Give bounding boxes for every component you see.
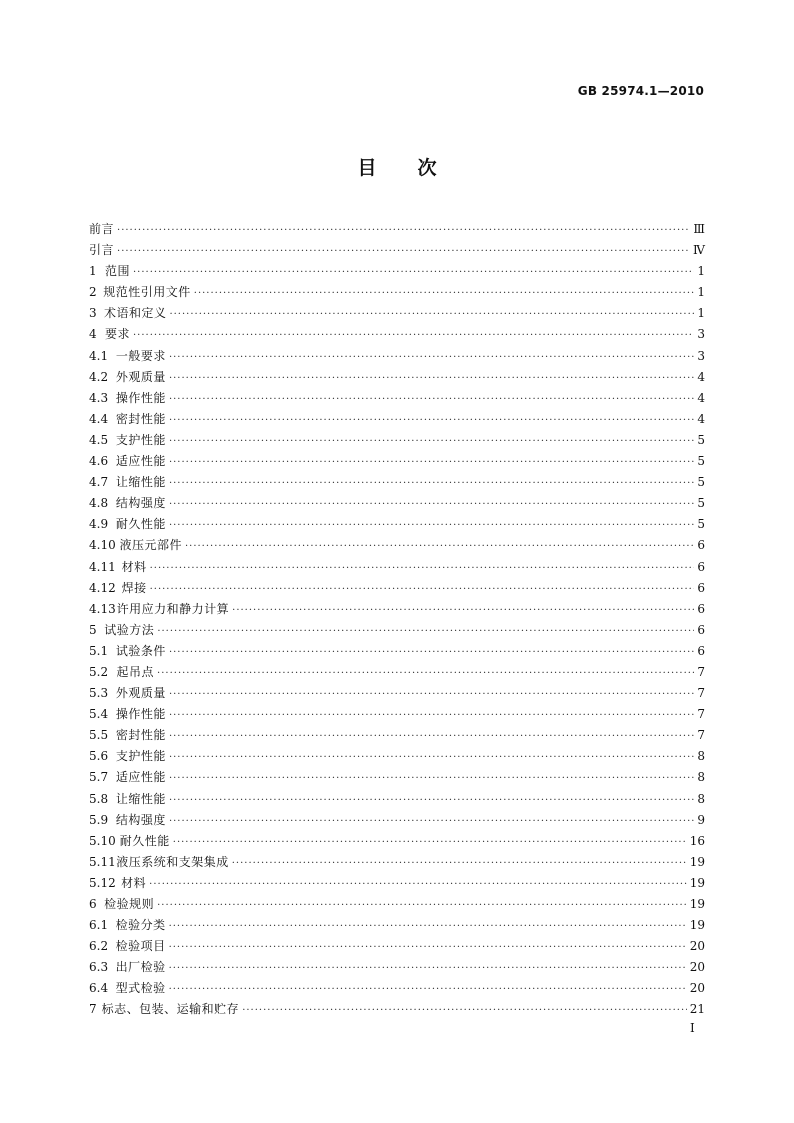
toc-entry-number: 6.1 — [89, 918, 109, 933]
toc-leader-dots — [157, 895, 687, 916]
toc-entry-label: 检验项目 — [115, 939, 166, 954]
toc-entry[interactable] — [89, 725, 705, 746]
toc-entry-label: 结构强度 — [115, 496, 166, 511]
toc-leader-dots — [232, 853, 687, 874]
toc-entry[interactable] — [89, 367, 705, 388]
toc-entry-label: 引言 — [89, 243, 115, 258]
toc-entry-page: 20 — [689, 939, 705, 954]
toc-entry[interactable] — [89, 261, 705, 282]
toc-entry-page: 7 — [697, 686, 705, 701]
toc-entry-label: 操作性能 — [115, 707, 166, 722]
toc-entry-label: 材料 — [121, 559, 147, 574]
toc-leader-dots — [169, 410, 694, 431]
toc-entry-page: 19 — [689, 897, 705, 911]
toc-entry-page: 6 — [697, 580, 705, 595]
toc-entry-page: 3 — [697, 348, 705, 363]
toc-entry-number: 4.3 — [89, 390, 109, 405]
toc-entry-number: 3 — [89, 306, 97, 321]
toc-entry-number: 6.3 — [89, 960, 109, 975]
toc-entry-page: 19 — [689, 854, 705, 869]
toc-entry-page: 5 — [697, 432, 705, 447]
toc-entry-label: 适应性能 — [115, 770, 166, 785]
toc-leader-dots — [242, 1000, 687, 1021]
toc-entry-label: 检验规则 — [104, 897, 155, 911]
toc-entry[interactable] — [89, 451, 705, 472]
toc-entry-page: 1 — [697, 264, 705, 279]
toc-leader-dots — [169, 494, 694, 515]
toc-entry-page: 5 — [697, 454, 705, 469]
toc-entry-page: Ⅲ — [693, 222, 705, 236]
toc-entry-number: 5.8 — [89, 791, 109, 806]
toc-entry-page: 6 — [697, 559, 705, 574]
toc-entry[interactable] — [89, 957, 705, 978]
toc-entry-label: 检验分类 — [115, 918, 166, 933]
toc-entry-number: 5.9 — [89, 812, 109, 827]
toc-entry[interactable] — [89, 620, 705, 641]
toc-entry-page: 21 — [689, 1002, 705, 1017]
toc-entry[interactable] — [89, 810, 705, 831]
toc-leader-dots — [169, 347, 694, 368]
toc-entry-label: 试验方法 — [104, 622, 155, 637]
toc-leader-dots — [185, 536, 694, 557]
toc-entry-number: 2 — [89, 285, 97, 300]
toc-entry-label: 材料 — [121, 875, 147, 890]
toc-entry-page: 1 — [697, 285, 705, 300]
toc-entry[interactable] — [89, 852, 705, 873]
toc-entry[interactable] — [89, 578, 705, 599]
toc-entry-label: 前言 — [89, 222, 115, 236]
toc-entry-page: 6 — [697, 601, 705, 616]
toc-entry-number: 5.6 — [89, 749, 109, 764]
toc-entry-page: 6 — [697, 538, 705, 553]
toc-entry[interactable] — [89, 535, 705, 556]
toc-leader-dots — [150, 558, 694, 579]
toc-leader-dots — [194, 283, 694, 304]
toc-entry[interactable] — [89, 409, 705, 430]
toc-entry-label: 试验条件 — [115, 643, 166, 658]
toc-leader-dots — [169, 958, 687, 979]
toc-leader-dots — [169, 684, 694, 705]
toc-entry-label: 外观质量 — [115, 686, 166, 701]
toc-leader-dots — [150, 579, 694, 600]
toc-entry-page: 5 — [697, 475, 705, 490]
toc-leader-dots — [149, 874, 687, 895]
toc-entry-number: 5.3 — [89, 686, 109, 701]
toc-entry-page: 7 — [697, 664, 705, 679]
toc-entry-label: 耐久性能 — [119, 833, 170, 848]
toc-entry-page: 5 — [697, 496, 705, 511]
toc-entry[interactable] — [89, 430, 705, 451]
toc-leader-dots — [133, 325, 694, 346]
toc-entry-label: 液压系统和支架集成 — [116, 854, 229, 869]
toc-entry-label: 起吊点 — [116, 664, 155, 679]
toc-entry[interactable] — [89, 240, 705, 261]
toc-entry-number: 4.8 — [89, 496, 109, 511]
page-number: I — [690, 1021, 695, 1035]
toc-entry[interactable] — [89, 831, 705, 852]
toc-entry-page: 9 — [697, 812, 705, 827]
toc-entry[interactable] — [89, 599, 705, 620]
toc-entry[interactable] — [89, 662, 705, 683]
toc-entry-number: 5.5 — [89, 728, 109, 743]
toc-entry-number: 4.2 — [89, 369, 109, 384]
toc-entry-label: 让缩性能 — [115, 791, 166, 806]
toc-entry[interactable] — [89, 303, 705, 324]
toc-entry-number: 5.7 — [89, 770, 109, 785]
toc-entry-page: Ⅳ — [693, 243, 705, 258]
toc-entry-label: 焊接 — [121, 580, 147, 595]
toc-entry-page: 19 — [689, 875, 705, 890]
toc-leader-dots — [169, 979, 687, 1000]
toc-entry-page: 8 — [697, 770, 705, 785]
toc-leader-dots — [133, 262, 694, 283]
toc-entry-label: 支护性能 — [115, 432, 166, 447]
toc-leader-dots — [157, 621, 694, 642]
toc-entry-page: 20 — [689, 960, 705, 975]
toc-entry-page: 16 — [689, 833, 705, 848]
toc-entry-label: 术语和定义 — [103, 306, 167, 321]
toc-entry-page: 7 — [697, 728, 705, 743]
table-of-contents — [89, 219, 705, 1021]
toc-leader-dots — [157, 663, 694, 684]
toc-entry-number: 6.4 — [89, 981, 109, 996]
toc-entry-label: 规范性引用文件 — [103, 285, 191, 300]
toc-entry-label: 让缩性能 — [115, 475, 166, 490]
toc-leader-dots — [173, 832, 687, 853]
toc-leader-dots — [169, 452, 694, 473]
toc-entry-label: 液压元部件 — [119, 538, 182, 553]
toc-entry[interactable] — [89, 873, 705, 894]
toc-entry[interactable] — [89, 282, 705, 303]
toc-entry-page: 1 — [697, 306, 705, 321]
toc-entry-number: 4.12 — [89, 580, 116, 595]
toc-entry-label: 结构强度 — [115, 812, 166, 827]
toc-entry-label: 密封性能 — [115, 411, 166, 426]
toc-leader-dots — [169, 916, 687, 937]
page-title — [0, 153, 794, 180]
toc-entry-label: 外观质量 — [115, 369, 166, 384]
toc-entry-page: 4 — [697, 390, 705, 405]
toc-leader-dots — [169, 389, 694, 410]
toc-entry[interactable] — [89, 324, 705, 345]
title-char-1: 目 — [357, 157, 377, 179]
toc-entry-number: 4.6 — [89, 454, 109, 469]
toc-entry-page: 7 — [697, 707, 705, 722]
toc-entry-label: 耐久性能 — [115, 517, 166, 532]
toc-entry[interactable] — [89, 557, 705, 578]
toc-entry-number: 5.11 — [89, 854, 116, 869]
toc-entry[interactable] — [89, 915, 705, 936]
toc-leader-dots — [169, 368, 694, 389]
toc-entry[interactable] — [89, 493, 705, 514]
toc-entry-label: 标志、包装、运输和贮存 — [101, 1002, 240, 1017]
toc-entry[interactable] — [89, 346, 705, 367]
toc-entry[interactable] — [89, 894, 705, 915]
toc-entry-page: 6 — [697, 622, 705, 637]
toc-entry-page: 6 — [697, 643, 705, 658]
toc-leader-dots — [169, 473, 694, 494]
toc-leader-dots — [169, 304, 694, 325]
toc-entry-number: 4.5 — [89, 432, 109, 447]
toc-entry-label: 出厂检验 — [115, 960, 166, 975]
toc-entry-number: 4.10 — [89, 538, 116, 553]
toc-entry[interactable] — [89, 472, 705, 493]
toc-entry-page: 4 — [697, 369, 705, 384]
toc-entry-number: 4.11 — [89, 559, 116, 574]
toc-entry[interactable] — [89, 767, 705, 788]
toc-leader-dots — [169, 515, 694, 536]
toc-entry-number: 5.2 — [89, 664, 109, 679]
toc-entry-number: 5 — [89, 622, 97, 637]
toc-entry-number: 5.10 — [89, 833, 116, 848]
toc-entry-number: 5.4 — [89, 707, 109, 722]
toc-leader-dots — [169, 768, 694, 789]
toc-entry-label: 一般要求 — [115, 348, 166, 363]
toc-entry-page: 8 — [697, 791, 705, 806]
toc-leader-dots — [169, 431, 694, 452]
toc-entry[interactable] — [89, 978, 705, 999]
toc-entry-number: 6.2 — [89, 939, 109, 954]
toc-entry[interactable] — [89, 388, 705, 409]
toc-entry[interactable] — [89, 683, 705, 704]
toc-entry-label: 型式检验 — [115, 981, 166, 996]
toc-leader-dots — [169, 726, 694, 747]
toc-entry-page: 5 — [697, 517, 705, 532]
toc-entry-number: 4.13 — [89, 601, 116, 616]
toc-entry-label: 范围 — [104, 264, 130, 279]
toc-entry-page: 8 — [697, 749, 705, 764]
toc-entry-label: 适应性能 — [115, 454, 166, 469]
toc-leader-dots — [169, 747, 694, 768]
toc-entry[interactable] — [89, 789, 705, 810]
toc-entry-page: 3 — [697, 327, 705, 342]
title-char-2: 次 — [417, 157, 437, 179]
toc-entry[interactable] — [89, 746, 705, 767]
standard-code: GB 25974.1—2010 — [577, 84, 704, 98]
toc-entry-page: 4 — [697, 411, 705, 426]
toc-entry[interactable] — [89, 641, 705, 662]
toc-leader-dots — [169, 642, 694, 663]
toc-entry-number: 4.9 — [89, 517, 109, 532]
toc-entry-number: 4.4 — [89, 411, 109, 426]
toc-entry-label: 密封性能 — [115, 728, 166, 743]
toc-entry-number: 5.1 — [89, 643, 109, 658]
toc-entry-label: 操作性能 — [115, 390, 166, 405]
toc-entry-number: 5.12 — [89, 875, 116, 890]
toc-entry-number: 1 — [89, 264, 97, 279]
toc-entry[interactable] — [89, 704, 705, 725]
toc-entry[interactable] — [89, 219, 705, 240]
toc-entry-page: 19 — [689, 918, 705, 933]
toc-entry-number: 6 — [89, 897, 97, 911]
toc-entry-page: 20 — [689, 981, 705, 996]
toc-leader-dots — [232, 600, 694, 621]
toc-entry-number: 4.7 — [89, 475, 109, 490]
toc-entry[interactable] — [89, 936, 705, 957]
toc-entry-number: 7 — [89, 1002, 97, 1017]
toc-entry-number: 4.1 — [89, 348, 109, 363]
toc-entry-number: 4 — [89, 327, 97, 342]
toc-leader-dots — [117, 220, 690, 241]
toc-leader-dots — [169, 790, 694, 811]
toc-leader-dots — [169, 811, 694, 832]
toc-entry-label: 要求 — [104, 327, 130, 342]
toc-entry[interactable] — [89, 999, 705, 1020]
toc-entry-label: 支护性能 — [115, 749, 166, 764]
toc-leader-dots — [117, 241, 690, 262]
toc-entry-label: 许用应力和静力计算 — [116, 601, 230, 616]
toc-leader-dots — [169, 937, 687, 958]
toc-entry[interactable] — [89, 514, 705, 535]
toc-leader-dots — [169, 705, 694, 726]
